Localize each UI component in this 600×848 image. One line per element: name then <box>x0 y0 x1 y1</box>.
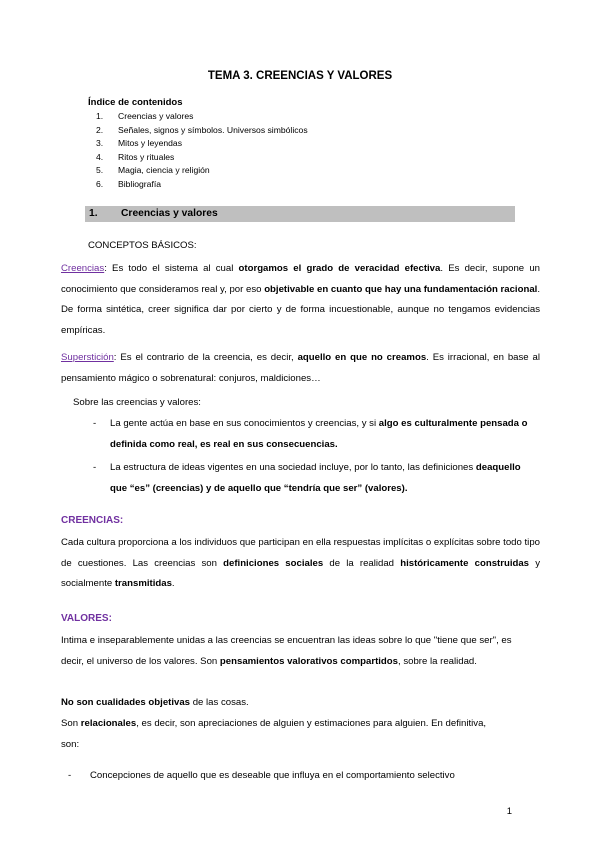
list-item: Concepciones de aquello que es deseable que influya en el comportamiento selectivo <box>90 770 455 781</box>
conceptos-label: CONCEPTOS BÁSICOS: <box>88 240 197 251</box>
page-number: 1 <box>506 806 512 817</box>
table-of-contents <box>96 110 308 191</box>
section-title: Creencias y valores <box>121 208 218 219</box>
valores-paragraph: Intima e inseparablemente unidas a las creencias se encuentran las ideas sobre lo que "tiene que ser", es decir, el universo de los valores. Son pensamientos valorativos compartidos, sobre la realidad. <box>61 635 512 667</box>
creencias-definition: Creencias: Es todo el sistema al cual otorgamos el grado de veracidad efectiva. Es decir, supone un conocimiento que consideramos real y, por eso objetivable en cuanto que hay una fundamentación racional. De forma sintética, creer significa dar por cierto y de forma incuestionable, aunque no tengamos evidencias empíricas. <box>61 263 540 336</box>
bullet-dash: - <box>68 770 72 781</box>
bullet-dash: - <box>93 418 97 429</box>
supersticion-term: Superstición <box>61 352 114 363</box>
toc-item: 4. Ritos y rituales <box>96 151 175 162</box>
sobre-label: Sobre las creencias y valores: <box>73 397 201 408</box>
section-number: 1. <box>89 208 98 219</box>
list-item: La gente actúa en base en sus conocimientos y creencias, y si algo es culturalmente pensada o definida como real, es real en sus consecuencias. <box>110 418 528 450</box>
valores-heading: VALORES: <box>61 613 112 624</box>
valores-paragraph-2: No son cualidades objetivas de las cosas. <box>61 697 249 708</box>
toc-item: 3. Mitos y leyendas <box>96 138 183 148</box>
toc-item: 5. Magia, ciencia y religión <box>96 165 210 175</box>
page-title: TEMA 3. CREENCIAS Y VALORES <box>207 70 393 82</box>
toc-item: 6. Bibliografía <box>96 178 161 189</box>
list-item: La estructura de ideas vigentes en una sociedad incluye, por lo tanto, las definiciones deaquello que “es” (creencias) y de aquello que “tendría que ser” (valores). <box>110 462 521 494</box>
creencias-paragraph: Cada cultura proporciona a los individuos que participan en ella respuestas implícitas o explícitas sobre todo tipo de cuestiones. Las creencias son definiciones sociales de la realidad históricamente construidas y socialmente transmitidas. <box>61 537 540 589</box>
toc-heading: Índice de contenidos <box>88 97 183 108</box>
supersticion-definition: Superstición: Es el contrario de la creencia, es decir, aquello en que no creamos. Es irracional, en base al pensamiento mágico o sobrenatural: conjuros, maldiciones… <box>61 352 540 384</box>
valores-paragraph-3: Son relacionales, es decir, son apreciaciones de alguien y estimaciones para alguien. En definitiva, son: <box>61 718 487 750</box>
toc-item: 1. Creencias y valores <box>96 111 194 121</box>
bullet-dash: - <box>93 462 97 473</box>
creencias-heading: CREENCIAS: <box>61 515 124 526</box>
section-heading-bar <box>85 206 515 222</box>
toc-item: 2. Señales, signos y símbolos. Universos simbólicos <box>96 124 308 135</box>
creencias-term: Creencias <box>61 263 105 274</box>
